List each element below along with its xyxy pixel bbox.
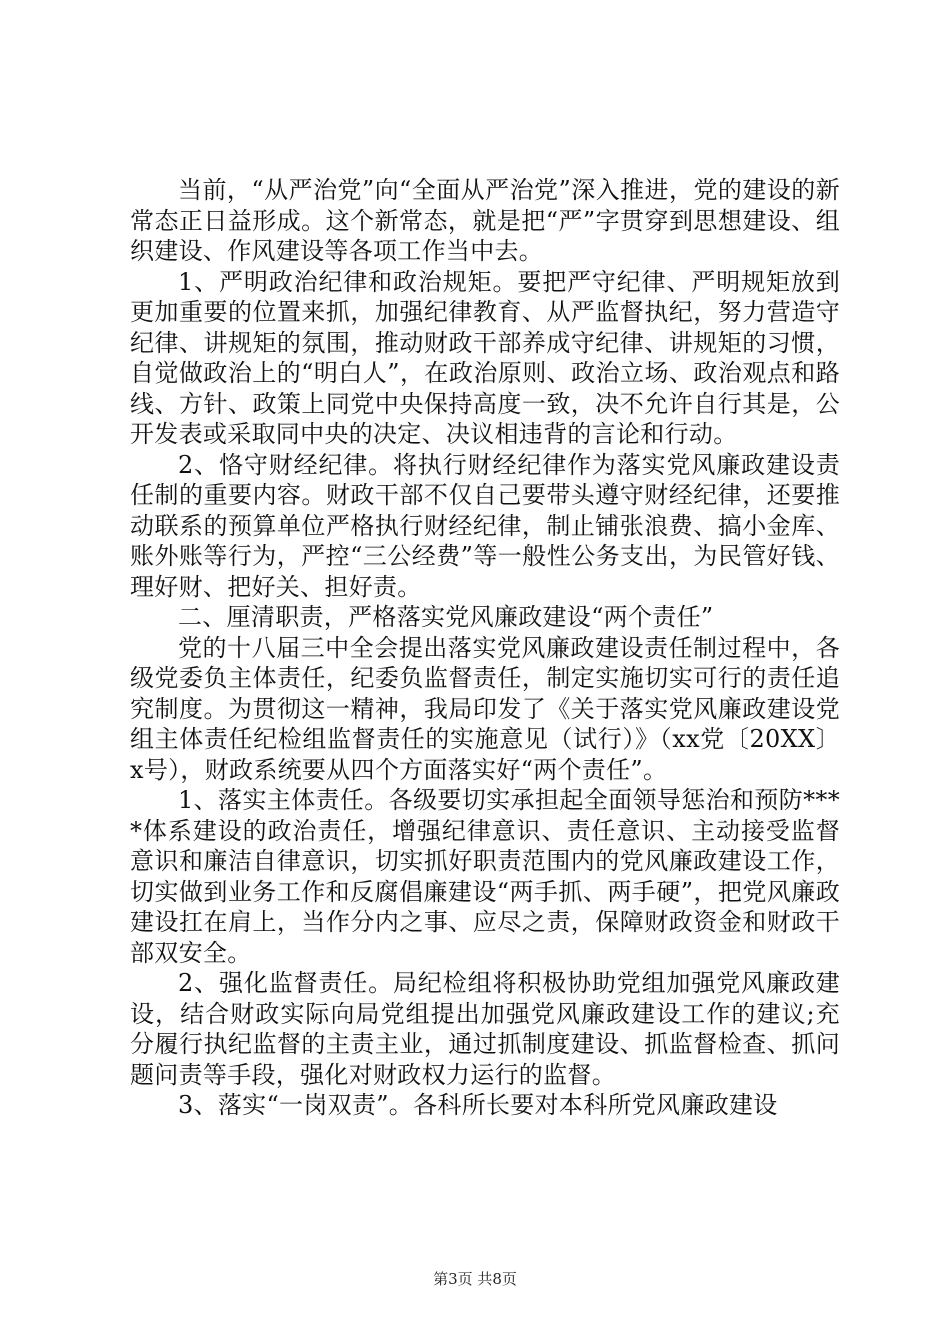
- document-body: [130, 175, 840, 1121]
- paragraph-financial-discipline: 2、恪守财经纪律。将执行财经纪律作为落实党风廉政建设责任制的重要内容。财政干部不仅自己要带头遵守财经纪律，还要推动联系的预算单位严格执行财经纪律，制止铺张浪费、搞小金库、账外账等行为，严控“三公经费”等一般性公务支出，为民管好钱、理好财、把好关、担好责。: [130, 450, 840, 601]
- paragraph-plenary-session: 党的十八届三中全会提出落实党风廉政建设责任制过程中，各级党委负主体责任，纪委负监督责任，制定实施切实可行的责任追究制度。为贯彻这一精神，我局印发了《关于落实党风廉政建设党组主体责任纪检组监督责任的实施意见（试行）》（xx党〔20XX〕x号），财政系统要从四个方面落实好“两个责任”。: [130, 633, 840, 784]
- page-number-footer: 第3页 共8页: [433, 1270, 517, 1288]
- paragraph-one-post-two-duties: 3、落实“一岗双责”。各科所长要对本科所党风廉政建设: [178, 1091, 778, 1119]
- paragraph-political-discipline: 1、严明政治纪律和政治规矩。要把严守纪律、严明规矩放到更加重要的位置来抓，加强纪律教育、从严监督执纪，努力营造守纪律、讲规矩的氛围，推动财政干部养成守纪律、讲规矩的习惯，自觉做政治上的“明白人”，在政治原则、政治立场、政治观点和路线、方针、政策上同党中央保持高度一致，决不允许自行其是，公开发表或采取同中央的决定、决议相违背的言论和行动。: [130, 267, 840, 448]
- paragraph-intro: 当前，“从严治党”向“全面从严治党”深入推进，党的建设的新常态正日益形成。这个新常态，就是把“严”字贯穿到思想建设、组织建设、作风建设等各项工作当中去。: [130, 176, 840, 265]
- section-heading-two-responsibilities: 二、厘清职责，严格落实党风廉政建设“两个责任”: [178, 603, 714, 631]
- paragraph-supervision-responsibility: 2、强化监督责任。局纪检组将积极协助党组加强党风廉政建设，结合财政实际向局党组提出加强党风廉政建设工作的建议;充分履行执纪监督的主责主业，通过抓制度建设、抓监督检查、抓问题问责等手段，强化对财政权力运行的监督。: [130, 969, 840, 1089]
- paragraph-main-responsibility: 1、落实主体责任。各级要切实承担起全面领导惩治和预防****体系建设的政治责任，增强纪律意识、责任意识、主动接受监督意识和廉洁自律意识，切实抓好职责范围内的党风廉政建设工作，切实做到业务工作和反腐倡廉建设“两手抓、两手硬”，把党风廉政建设扛在肩上，当作分内之事、应尽之责，保障财政资金和财政干部双安全。: [130, 786, 840, 967]
